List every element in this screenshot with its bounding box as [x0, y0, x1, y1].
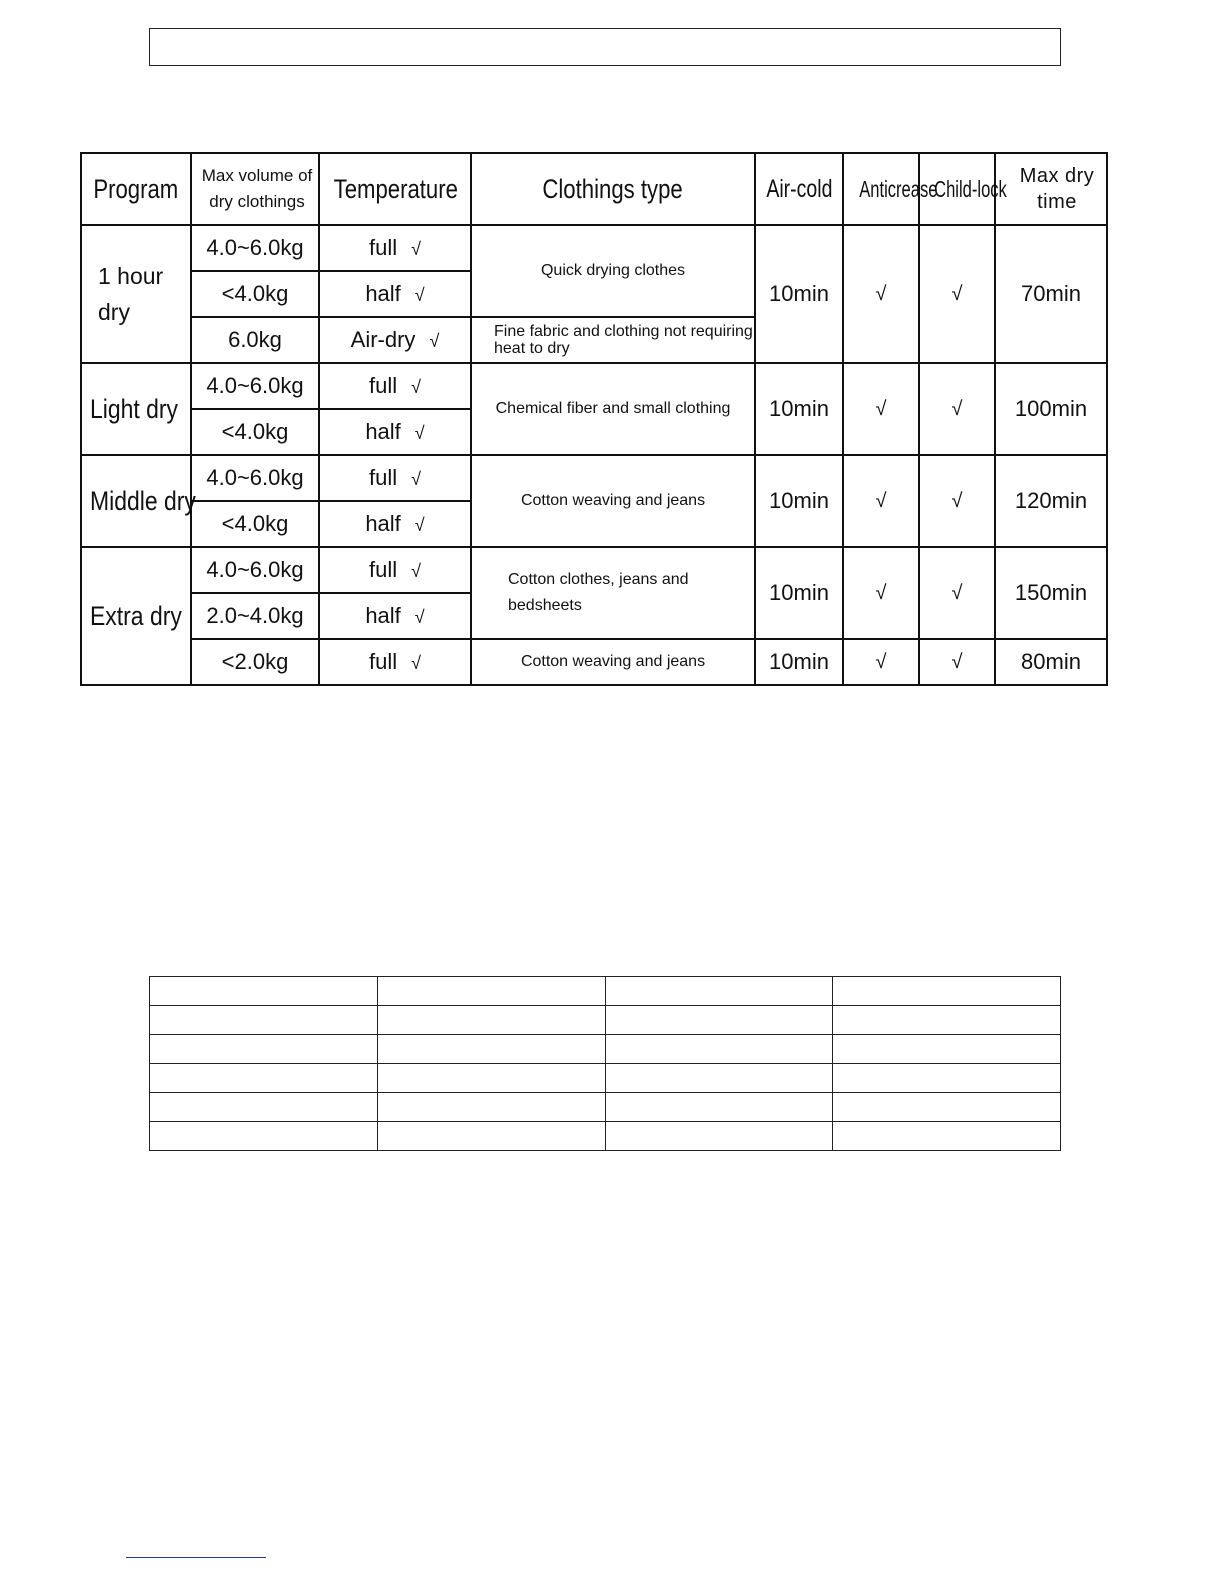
table-row	[150, 1006, 1061, 1035]
empty-grid-table	[149, 976, 1061, 1151]
table-row	[150, 1064, 1061, 1093]
table-row	[81, 547, 1107, 593]
temperature-cell: half √	[319, 409, 471, 455]
footer-link-underline	[126, 1557, 266, 1558]
temperature-cell: full √	[319, 547, 471, 593]
table-row	[81, 639, 1107, 685]
max-dry-time-cell: 80min	[995, 639, 1107, 685]
volume-cell: 4.0~6.0kg	[191, 455, 319, 501]
volume-cell: 4.0~6.0kg	[191, 225, 319, 271]
volume-cell: <2.0kg	[191, 639, 319, 685]
child-lock-check: √	[919, 455, 995, 547]
air-cold-cell: 10min	[755, 455, 843, 547]
table-row	[150, 1122, 1061, 1151]
table-row	[81, 225, 1107, 271]
volume-cell: 4.0~6.0kg	[191, 547, 319, 593]
temperature-cell: full √	[319, 639, 471, 685]
air-cold-cell: 10min	[755, 547, 843, 639]
max-dry-time-cell: 120min	[995, 455, 1107, 547]
volume-cell: <4.0kg	[191, 409, 319, 455]
volume-cell: 6.0kg	[191, 317, 319, 363]
air-cold-cell: 10min	[755, 639, 843, 685]
volume-cell: <4.0kg	[191, 501, 319, 547]
clothings-type-cell: Chemical fiber and small clothing	[471, 363, 755, 455]
child-lock-check: √	[919, 225, 995, 363]
program-table	[80, 152, 1108, 686]
volume-cell: <4.0kg	[191, 271, 319, 317]
header-max-dry-time: Max dry time	[995, 153, 1107, 225]
volume-cell: 2.0~4.0kg	[191, 593, 319, 639]
header-clothings-type: Clothings type	[471, 153, 755, 225]
program-light-dry: Light dry	[81, 363, 191, 455]
program-middle-dry: Middle dry	[81, 455, 191, 547]
header-program: Program	[81, 153, 191, 225]
air-cold-cell: 10min	[755, 363, 843, 455]
temperature-cell: half √	[319, 501, 471, 547]
max-dry-time-cell: 150min	[995, 547, 1107, 639]
table-row	[81, 363, 1107, 409]
clothings-type-cell: Fine fabric and clothing not requiring heat to dry	[471, 317, 755, 363]
header-anticrease: Anticrease	[843, 153, 919, 225]
max-dry-time-cell: 70min	[995, 225, 1107, 363]
anticrease-check: √	[843, 547, 919, 639]
clothings-type-cell: Quick drying clothes	[471, 225, 755, 317]
header-row	[81, 153, 1107, 225]
child-lock-check: √	[919, 639, 995, 685]
table-row	[150, 1035, 1061, 1064]
temperature-cell: full √	[319, 225, 471, 271]
clothings-type-cell: Cotton clothes, jeans and bedsheets	[471, 547, 755, 639]
temperature-cell: Air-dry √	[319, 317, 471, 363]
temperature-cell: full √	[319, 455, 471, 501]
table-row	[150, 1093, 1061, 1122]
program-1-hour-dry: 1 hour dry	[81, 225, 191, 363]
child-lock-check: √	[919, 363, 995, 455]
table-row	[150, 977, 1061, 1006]
clothings-type-cell: Cotton weaving and jeans	[471, 455, 755, 547]
header-max-volume: Max volume of dry clothings	[191, 153, 319, 225]
temperature-cell: full √	[319, 363, 471, 409]
table-row	[81, 455, 1107, 501]
anticrease-check: √	[843, 363, 919, 455]
child-lock-check: √	[919, 547, 995, 639]
volume-cell: 4.0~6.0kg	[191, 363, 319, 409]
temperature-cell: half √	[319, 593, 471, 639]
clothings-type-cell: Cotton weaving and jeans	[471, 639, 755, 685]
anticrease-check: √	[843, 455, 919, 547]
program-extra-dry: Extra dry	[81, 547, 191, 685]
header-child-lock: Child-lock	[919, 153, 995, 225]
temperature-cell: half √	[319, 271, 471, 317]
air-cold-cell: 10min	[755, 225, 843, 363]
anticrease-check: √	[843, 225, 919, 363]
max-dry-time-cell: 100min	[995, 363, 1107, 455]
anticrease-check: √	[843, 639, 919, 685]
top-title-box	[149, 28, 1061, 66]
header-temperature: Temperature	[319, 153, 471, 225]
header-air-cold: Air-cold	[755, 153, 843, 225]
